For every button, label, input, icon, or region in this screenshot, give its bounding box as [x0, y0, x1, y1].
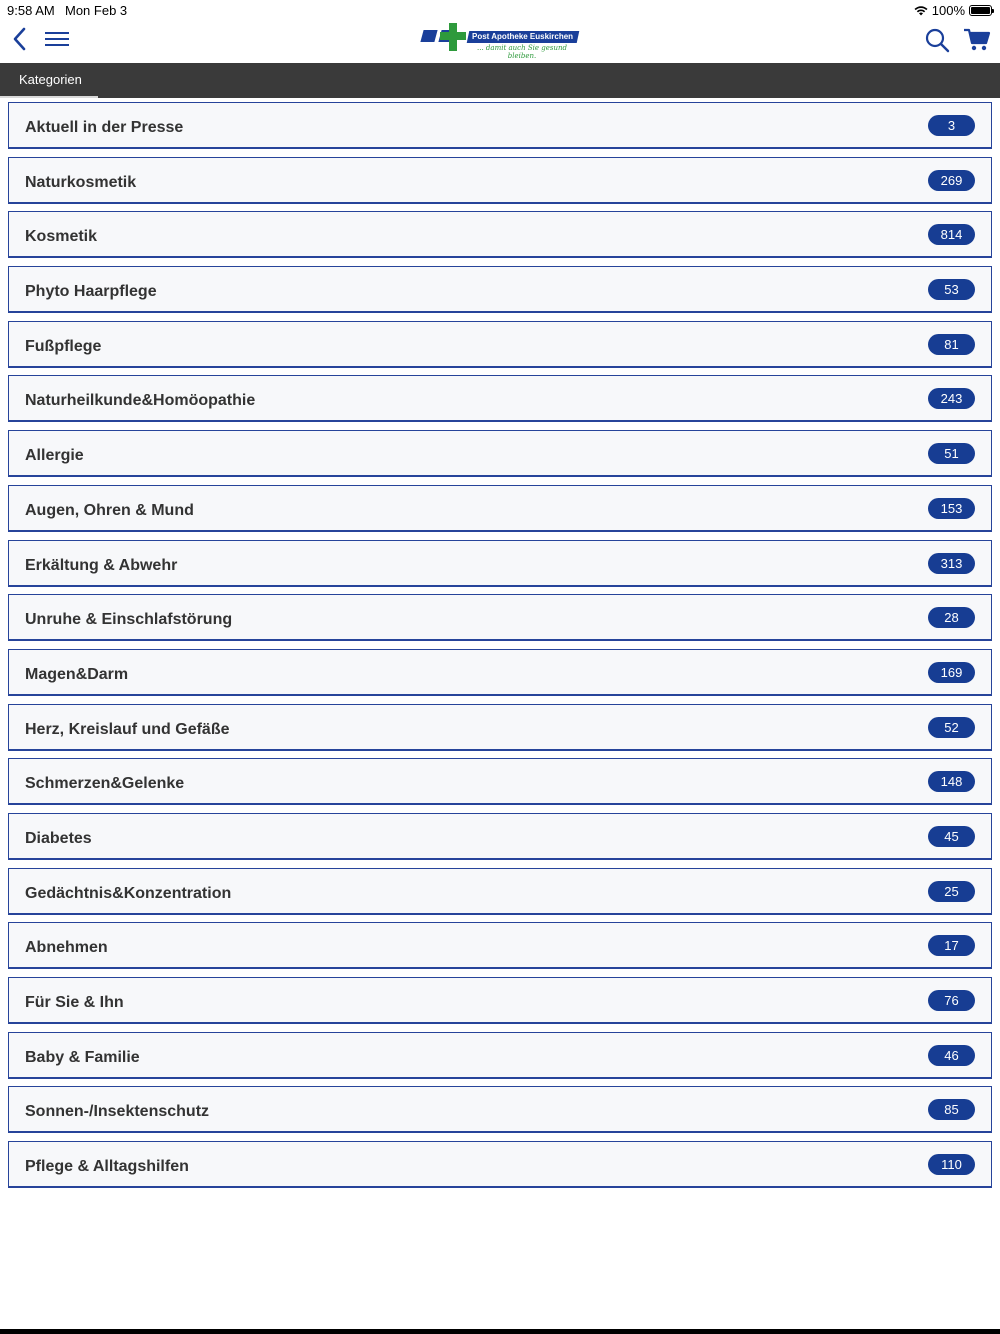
category-count-badge: 76	[928, 990, 975, 1011]
logo-banner	[467, 31, 580, 43]
category-count-badge: 25	[928, 881, 975, 902]
category-count-badge: 269	[928, 170, 975, 191]
green-cross-icon	[438, 22, 468, 52]
category-count-badge: 148	[928, 771, 975, 792]
status-bar	[0, 0, 1000, 20]
category-list	[8, 102, 992, 1196]
category-label: Für Sie & Ihn	[25, 994, 124, 1011]
tab-strip	[0, 63, 1000, 98]
pharmacy-logo[interactable]	[420, 22, 580, 60]
category-label: Naturkosmetik	[25, 173, 137, 191]
category-row[interactable]	[8, 1141, 992, 1188]
category-row[interactable]	[8, 102, 992, 149]
category-label: Schmerzen&Gelenke	[25, 775, 185, 793]
logo-text: Post Apotheke Euskirchen	[472, 32, 574, 41]
category-row[interactable]	[8, 704, 992, 751]
category-label: Allergie	[25, 447, 84, 465]
nav-bar	[0, 20, 1000, 63]
category-row[interactable]	[8, 868, 992, 915]
category-row[interactable]	[8, 977, 992, 1024]
category-label: Pflege & Alltagshilfen	[25, 1158, 189, 1176]
category-count-badge: 814	[928, 224, 975, 245]
battery-percent: 100%	[931, 3, 965, 18]
category-count-badge: 17	[928, 935, 975, 956]
category-label: Herz, Kreislauf und Gefäße	[25, 720, 230, 738]
category-count-badge: 313	[928, 553, 975, 574]
category-count-badge: 53	[928, 279, 975, 300]
category-count-badge: 46	[928, 1045, 975, 1066]
category-row[interactable]	[8, 1086, 992, 1133]
category-label: Erkältung & Abwehr	[25, 556, 178, 574]
category-label: Magen&Darm	[25, 665, 129, 683]
status-time: 9:58 AM	[7, 3, 55, 18]
category-row[interactable]	[8, 485, 992, 532]
category-row[interactable]	[8, 266, 992, 313]
status-date: Mon Feb 3	[65, 3, 128, 18]
category-count-badge: 85	[928, 1099, 975, 1120]
tab-kategorien[interactable]: Kategorien	[0, 63, 98, 98]
category-count-badge: 28	[928, 607, 975, 628]
category-label: Kosmetik	[25, 228, 98, 246]
home-indicator	[0, 1329, 1000, 1334]
category-count-badge: 110	[928, 1154, 975, 1175]
category-row[interactable]	[8, 211, 992, 258]
category-count-badge: 3	[928, 115, 975, 136]
category-count-badge: 169	[928, 662, 975, 683]
category-row[interactable]	[8, 540, 992, 587]
category-label: Sonnen-/Insektenschutz	[25, 1103, 210, 1121]
category-row[interactable]	[8, 649, 992, 696]
category-row[interactable]	[8, 321, 992, 368]
category-count-badge: 45	[928, 826, 975, 847]
category-row[interactable]	[8, 157, 992, 204]
category-count-badge: 243	[928, 388, 975, 409]
category-row[interactable]	[8, 430, 992, 477]
category-count-badge: 153	[928, 498, 975, 519]
category-count-badge: 52	[928, 717, 975, 738]
category-label: Abnehmen	[25, 939, 108, 957]
category-label: Fußpflege	[25, 337, 102, 355]
category-label: Augen, Ohren & Mund	[25, 501, 194, 519]
category-row[interactable]	[8, 758, 992, 805]
category-count-badge: 81	[928, 334, 975, 355]
search-icon[interactable]	[924, 27, 950, 53]
category-label: Phyto Haarpflege	[25, 283, 157, 301]
cart-icon[interactable]	[963, 27, 991, 53]
chevron-left-icon[interactable]	[10, 26, 28, 52]
category-label: Gedächtnis&Konzentration	[25, 884, 232, 902]
category-row[interactable]	[8, 1032, 992, 1079]
category-row[interactable]	[8, 813, 992, 860]
category-count-badge: 51	[928, 443, 975, 464]
hamburger-menu-icon[interactable]	[44, 29, 70, 49]
category-row[interactable]	[8, 594, 992, 641]
logo-tagline: ... damit auch Sie gesund bleiben.	[477, 44, 567, 60]
category-label: Naturheilkunde&Homöopathie	[25, 392, 256, 410]
category-label: Baby & Familie	[25, 1048, 140, 1066]
category-row[interactable]	[8, 375, 992, 422]
category-label: Diabetes	[25, 829, 92, 847]
wifi-icon	[914, 5, 928, 16]
category-label: Aktuell in der Presse	[25, 119, 184, 136]
status-right	[914, 3, 992, 18]
category-label: Unruhe & Einschlafstörung	[25, 611, 233, 629]
battery-icon	[969, 5, 992, 16]
category-row[interactable]	[8, 922, 992, 969]
